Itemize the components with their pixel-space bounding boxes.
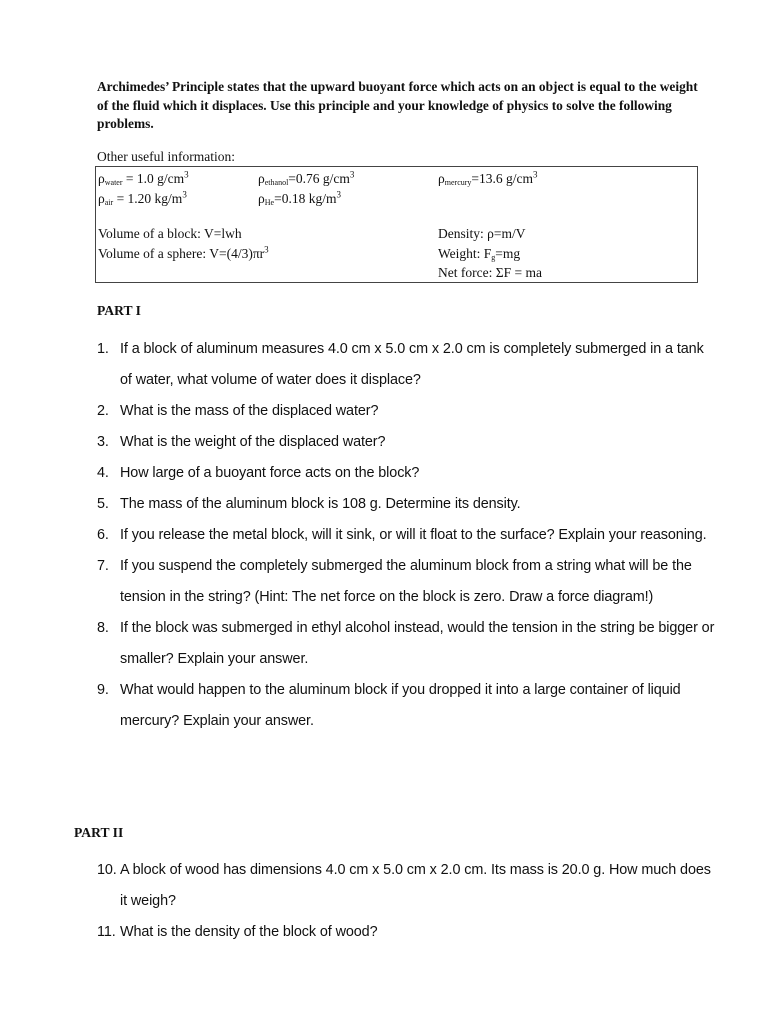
- density-mercury: $\rho_{mercury}=13.6$ $g/cm^3$: [438, 169, 538, 187]
- sphere-volume-formula: Volume of a sphere: $V=(4/3)\pi r^3$: [98, 244, 269, 261]
- block-volume-formula: Volume of a block: V=lwh: [98, 226, 242, 241]
- question-item: 5. The mass of the aluminum block is 108 g. Determine its density.: [97, 496, 521, 512]
- question-item: 7. If you suspend the completely submerged the aluminum block from a string what will be the tension in the string? (Hint: The net force on the block is zero. Draw a force diagram!): [97, 558, 692, 605]
- question-item: 9. What would happen to the aluminum block if you dropped it into a large container of liquid mercury? Explain your answer.: [97, 682, 681, 729]
- weight-formula: Weight: $F_g=mg$: [438, 246, 521, 262]
- question-item: 2. What is the mass of the displaced water?: [97, 403, 379, 419]
- reference-info-box: [95, 166, 698, 283]
- question-item: 1. If a block of aluminum measures 4.0 cm x 5.0 cm x 2.0 cm is completely submerged in a tank of water, what volume of water does it displace?: [97, 341, 704, 388]
- density-air: $\rho_{air} = 1.20$ $kg/m^3$: [98, 189, 187, 207]
- density-helium: $\rho_{He}=0.18$ $kg/m^3$: [258, 189, 341, 207]
- question-item: 8. If the block was submerged in ethyl alcohol instead, would the tension in the string be bigger or smaller? Explain your answer.: [97, 620, 715, 667]
- density-water: $\rho_{water} = 1.0$ $g/cm^3$: [98, 169, 189, 187]
- part-2-heading: PART II: [74, 825, 124, 840]
- question-item: 10. A block of wood has dimensions 4.0 cm x 5.0 cm x 2.0 cm. Its mass is 20.0 g. How much does it weigh?: [97, 862, 711, 909]
- net-force-formula: Net force: ΣF = ma: [438, 265, 542, 280]
- info-label: Other useful information:: [97, 149, 235, 164]
- question-item: 4. How large of a buoyant force acts on the block?: [97, 465, 420, 481]
- question-item: 3. What is the weight of the displaced water?: [97, 434, 386, 450]
- question-item: 6. If you release the metal block, will it sink, or will it float to the surface? Explain your reasoning.: [97, 527, 707, 543]
- density-formula: Density: ρ=m/V: [438, 226, 526, 241]
- part-1-heading: PART I: [97, 303, 141, 318]
- density-ethanol: $\rho_{ethanol}=0.76$ $g/cm^3$: [258, 169, 355, 187]
- question-item: 11. What is the density of the block of wood?: [97, 924, 378, 940]
- part-2-question-list: [97, 855, 717, 948]
- intro-paragraph: Archimedes’ Principle states that the upward buoyant force which acts on an object is equal to the weight of the fluid which it displaces. Use this principle and your knowledge of physics to solve the following problems.: [97, 79, 698, 132]
- part-1-question-list: [97, 334, 717, 737]
